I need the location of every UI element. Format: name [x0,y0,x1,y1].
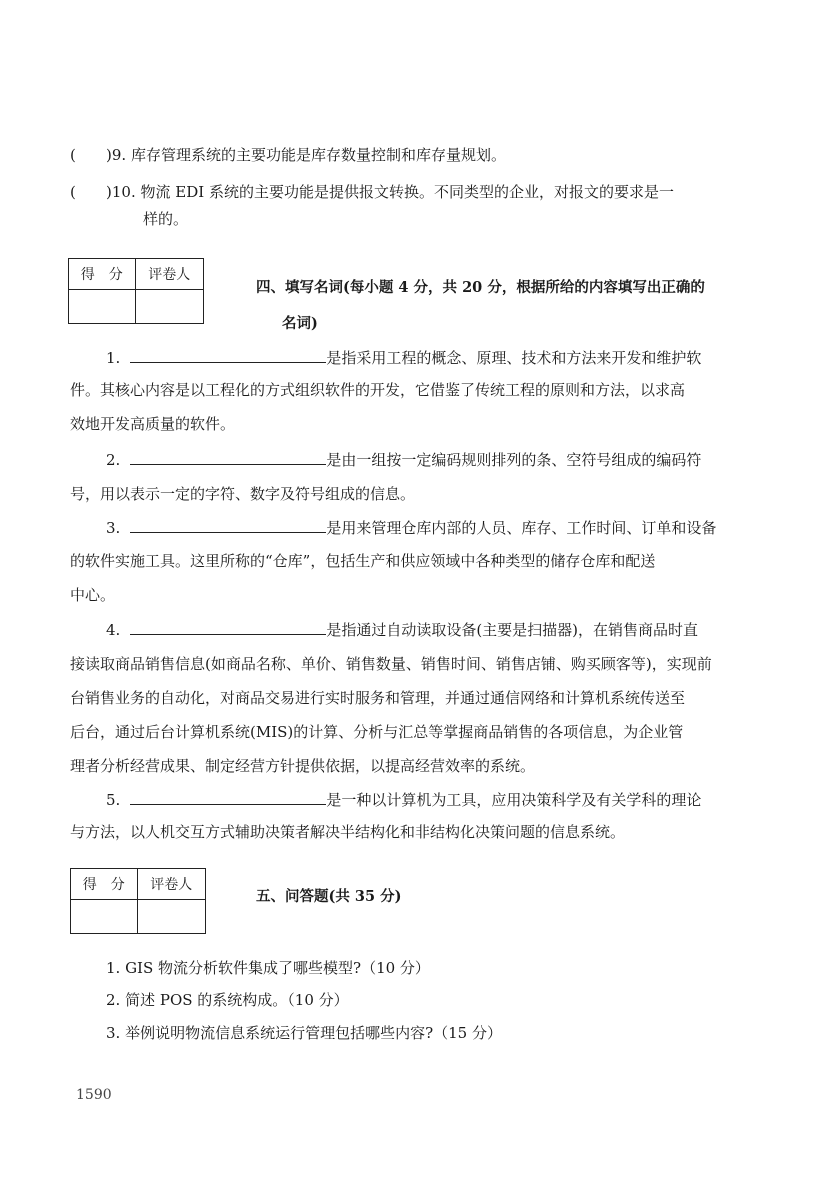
tf-paren-10: ( [70,183,76,201]
fill-number: 1. [106,349,121,367]
tf-item-9 [106,145,506,165]
fill-number: 5. [106,791,121,809]
fill-number: 4. [106,621,121,639]
fill-item-1-line3: 效地开发高质量的软件。 [70,415,236,433]
fill-text: 是由一组按一定编码规则排列的条、空符号组成的编码符 [326,451,702,469]
tf-number: )10. [106,183,136,201]
fill-item-1-line2: 件。其核心内容是以工程化的方式组织软件的开发，它借鉴了传统工程的原则和方法，以求高 [70,381,686,399]
fill-item-2-line2: 号，用以表示一定的字符、数字及符号组成的信息。 [70,485,416,503]
question-3: 3. 举例说明物流信息系统运行管理包括哪些内容?（15 分） [106,1024,502,1042]
fill-text: 是指采用工程的概念、原理、技术和方法来开发和维护软 [326,349,702,367]
grader-cell[interactable] [137,900,205,934]
fill-blank[interactable] [130,518,326,533]
fill-item-4 [106,620,698,640]
fill-text: 是用来管理仓库内部的人员、库存、工作时间、订单和设备 [326,519,717,537]
tf-paren-9: ( [70,146,76,164]
fill-item-4-line5: 理者分析经营成果、制定经营方针提供依据，以提高经营效率的系统。 [70,757,536,775]
tf-number: )9. [106,146,127,164]
fill-item-4-line2: 接读取商品销售信息(如商品名称、单价、销售数量、销售时间、销售店铺、购买顾客等)，实现前 [70,655,712,673]
grader-header: 评卷人 [137,869,205,900]
fill-item-3 [106,518,716,538]
question-1: 1. GIS 物流分析软件集成了哪些模型?（10 分） [106,959,430,977]
section4-title: 四、填写名词(每小题 4 分，共 20 分，根据所给的内容填写出正确的 [256,279,705,296]
fill-item-3-line2: 的软件实施工具。这里所称的“仓库”，包括生产和供应领域中各种类型的储存仓库和配送 [70,552,656,570]
grader-cell[interactable] [135,290,203,324]
fill-item-3-line3: 中心。 [70,586,116,604]
tf-text: 库存管理系统的主要功能是库存数量控制和库存量规划。 [130,146,506,164]
fill-item-1 [106,348,701,368]
fill-text: 是一种以计算机为工具，应用决策科学及有关学科的理论 [326,791,702,809]
score-header: 得 分 [69,259,136,290]
score-header: 得 分 [71,869,138,900]
tf-item-10 [106,182,674,202]
score-cell[interactable] [71,900,138,934]
fill-text: 是指通过自动读取设备(主要是扫描器)，在销售商品时直 [326,621,699,639]
score-cell[interactable] [69,290,136,324]
question-2: 2. 简述 POS 的系统构成。（10 分） [106,991,349,1009]
section4-title-cont: 名词) [282,315,318,332]
fill-item-5 [106,790,701,810]
page-number: 1590 [76,1087,112,1103]
fill-number: 3. [106,519,121,537]
section5-title: 五、问答题(共 35 分) [256,888,402,905]
fill-blank[interactable] [130,790,326,805]
score-box [70,868,206,934]
fill-item-2 [106,450,701,470]
tf-item-10-cont: 样的。 [143,210,189,228]
score-box [68,258,204,324]
fill-blank[interactable] [130,348,326,363]
fill-blank[interactable] [130,450,326,465]
fill-item-4-line4: 后台，通过后台计算机系统(MIS)的计算、分析与汇总等掌握商品销售的各项信息，为企业管 [70,723,684,741]
fill-item-4-line3: 台销售业务的自动化，对商品交易进行实时服务和管理，并通过通信网络和计算机系统传送至 [70,689,686,707]
grader-header: 评卷人 [135,259,203,290]
fill-item-5-line2: 与方法，以人机交互方式辅助决策者解决半结构化和非结构化决策问题的信息系统。 [70,823,626,841]
tf-text: 物流 EDI 系统的主要功能是提供报文转换。不同类型的企业，对报文的要求是一 [140,183,674,201]
fill-number: 2. [106,451,121,469]
fill-blank[interactable] [130,620,326,635]
